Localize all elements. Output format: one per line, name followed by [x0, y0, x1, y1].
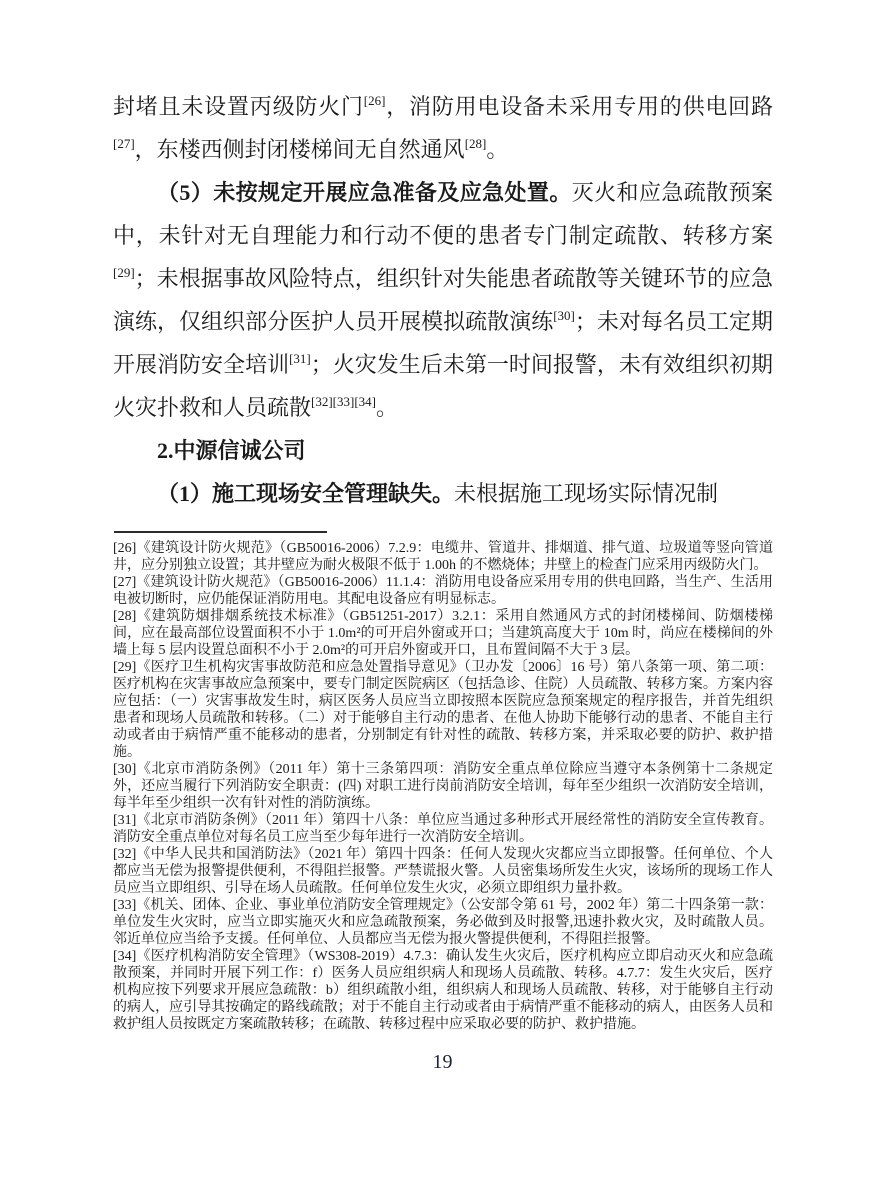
footnote-text: 《中华人民共和国消防法》（2021 年）第四十四条：任何人发现火灾都应当立即报警。任何单位、个人都应当无偿为报警提供便利，不得阻拦报警。严禁谎报火警。人员密集场所发生火灾，该场所的现场工作人员应当立即组织、引导在场人员疏散。任何单位发生火灾，必须立即组织力量扑救。 [113, 847, 773, 896]
footnote-text: 《建筑设计防火规范》（GB50016-2006）11.1.4：消防用电设备应采用专用的供电回路，当生产、生活用电被切断时，应仍能保证消防用电。其配电设备应有明显标志。 [113, 575, 773, 607]
footnote-ref-28: [28] [464, 136, 487, 151]
footnote-ref-26: [26] [363, 93, 386, 108]
footnote-28 [113, 608, 773, 659]
footnotes-section [113, 531, 773, 1033]
page-number: 19 [432, 1051, 453, 1073]
text-run: ；未对每名员工定期开展消防安全培训 [113, 309, 773, 377]
paragraph-lead-bold: （5）未按规定开展应急准备及应急处置。 [157, 180, 572, 205]
body-text [113, 85, 773, 515]
footnote-text: 《建筑防烟排烟系统技术标准》（GB51251-2017）3.2.1：采用自然通风方式的封闭楼梯间、防烟楼梯间，应在最高部位设置面积不小于 1.0m²的可开启外窗或开口；当建筑高度大于 10m 时，尚应在楼梯间的外墙上每 5 层内设置总面积不小于 2.0m²的可开启外窗或开口，且布置间隔不大于 3 层。 [113, 609, 773, 658]
footnote-marker: [30] [113, 762, 137, 777]
footnote-marker: [31] [113, 813, 137, 828]
text-run: 。 [376, 395, 399, 420]
text-run: 未根据施工现场实际情况制 [454, 481, 719, 506]
footnote-ref-32-33-34: [32][33][34] [311, 394, 376, 409]
footnote-text: 《建筑设计防火规范》（GB50016-2006）7.2.9：电缆井、管道井、排烟道、排气道、垃圾道等竖向管道井，应分别独立设置；其井壁应为耐火极限不低于 1.00h 的不燃烧体；井壁上的检查门应采用丙级防火门。 [113, 541, 773, 573]
section-heading-2 [113, 429, 773, 472]
footnote-marker: [26] [113, 541, 137, 556]
text-run: 灭火和应急疏散预案中，未针对无自理能力和行动不便的患者专门制定疏散、转移方案 [113, 180, 773, 248]
footnote-29 [113, 659, 773, 761]
paragraph-item-5 [113, 171, 773, 429]
footnote-ref-31: [31] [289, 351, 311, 366]
text-run: ，消防用电设备未采用专用的供电回路 [385, 94, 773, 119]
footnote-26 [113, 540, 773, 574]
footnote-marker: [29] [113, 660, 137, 675]
text-run: ；火灾发生后未第一时间报警，未有效组织初期火灾扑救和人员疏散 [113, 352, 773, 420]
footnote-32 [113, 846, 773, 897]
footnote-separator [114, 531, 327, 533]
footnote-marker: [27] [113, 575, 137, 590]
footnote-ref-30: [30] [553, 308, 575, 323]
footnote-marker: [33] [113, 898, 137, 913]
footnote-ref-29: [29] [113, 265, 135, 280]
paragraph-item-1 [113, 472, 773, 515]
heading-text: 2.中源信诚公司 [157, 438, 306, 463]
footnote-marker: [34] [113, 949, 137, 964]
footnote-text: 《北京市消防条例》（2011 年）第四十八条：单位应当通过多种形式开展经常性的消防安全宣传教育。消防安全重点单位对每名员工应当至少每年进行一次消防安全培训。 [113, 813, 773, 845]
footnote-text: 《机关、团体、企业、事业单位消防安全管理规定》（公安部令第 61 号，2002 年）第二十四条第一款：单位发生火灾时，应当立即实施灭火和应急疏散预案，务必做到及时报警,迅速扑救火灾，及时疏散人员。邻近单位应当给予支援。任何单位、人员都应当无偿为报火警提供便利，不得阻拦报警。 [113, 898, 773, 947]
footnote-34 [113, 948, 773, 1033]
text-run: 封堵且未设置丙级防火门 [113, 94, 364, 119]
footnote-text: 《北京市消防条例》（2011 年）第十三条第四项：消防安全重点单位除应当遵守本条例第十二条规定外，还应当履行下列消防安全职责：(四) 对职工进行岗前消防安全培训，每年至少组织一次消防安全培训，每半年至少组织一次有针对性的消防演练。 [113, 762, 773, 811]
footnote-text: 《医疗机构消防安全管理》（WS308-2019）4.7.3：确认发生火灾后，医疗机构应立即启动灭火和应急疏散预案，并同时开展下列工作：f）医务人员应组织病人和现场人员疏散、转移。4.7.7：发生火灾后，医疗机构应按下列要求开展应急疏散：b）组织疏散小组，组织病人和现场人员疏散、转移，对于能够自主行动的病人，应引导其按确定的路线疏散；对于不能自主行动或者由于病情严重不能移动的病人，由医务人员和救护组人员按既定方案疏散转移；在疏散、转移过程中应采取必要的防护、救护措施。 [113, 949, 773, 1032]
footnote-text: 《医疗卫生机构灾害事故防范和应急处置指导意见》（卫办发〔2006〕16 号）第八条第一项、第二项：医疗机构在灾害事故应急预案中，要专门制定医院病区（包括急诊、住院）人员疏散、转移方案。方案内容应包括：（一）灾害事故发生时，病区医务人员应当立即按照本医院应急预案规定的程序报告，并首先组织患者和现场人员疏散和转移。（二）对于能够自主行动的患者、在他人协助下能够行动的患者、不能自主行动或者由于病情严重不能移动的患者，分别制定有针对性的疏散、转移方案，并采取必要的防护、救护措施。 [113, 660, 773, 760]
paragraph-continuation [113, 85, 773, 171]
footnote-marker: [32] [113, 847, 137, 862]
footnote-30 [113, 761, 773, 812]
text-run: ，东楼西侧封闭楼梯间无自然通风 [134, 137, 465, 162]
paragraph-lead-bold: （1）施工现场安全管理缺失。 [157, 481, 455, 506]
footnote-33 [113, 897, 773, 948]
text-run: 。 [486, 137, 509, 162]
footnote-31 [113, 812, 773, 846]
text-run: ；未根据事故风险特点，组织针对失能患者疏散等关键环节的应急演练，仅组织部分医护人员开展模拟疏散演练 [113, 266, 773, 334]
footnote-27 [113, 574, 773, 608]
footnote-ref-27: [27] [113, 136, 135, 151]
footnote-marker: [28] [113, 609, 137, 624]
